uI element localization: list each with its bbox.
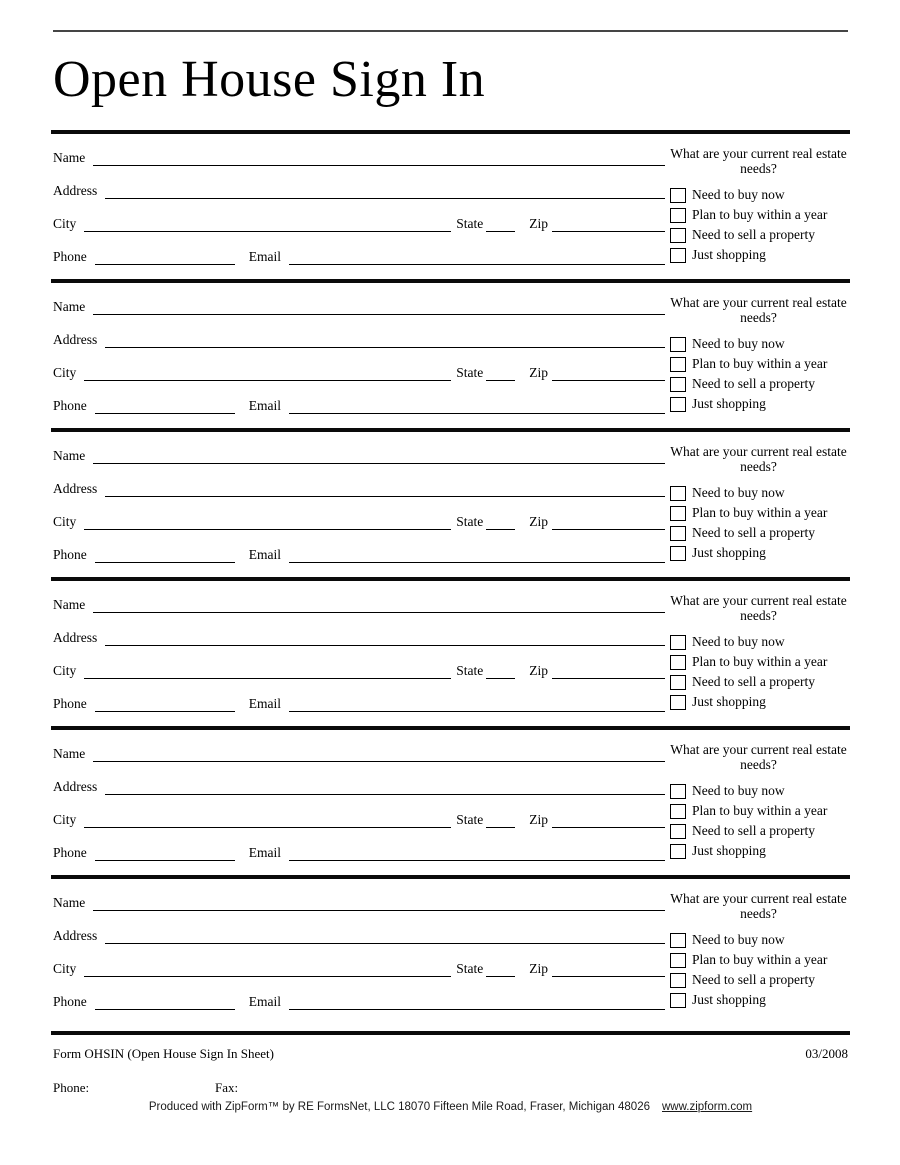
needs-question: What are your current real estate needs?: [670, 593, 847, 623]
signin-entry: [0, 730, 900, 875]
needs-options: [670, 632, 847, 712]
checkbox-just-shopping[interactable]: [670, 248, 686, 263]
phone-email-row: [53, 530, 665, 563]
needs-options: [670, 185, 847, 265]
option-just-shopping: [670, 394, 847, 414]
checkbox-label: Just shopping: [692, 843, 766, 858]
checkbox-plan-to-buy-within-a-year[interactable]: [670, 506, 686, 521]
checkbox-need-to-sell-a-property[interactable]: [670, 377, 686, 392]
email-input-line[interactable]: [289, 413, 665, 414]
email-input-line[interactable]: [289, 264, 665, 265]
entry-fields: [53, 730, 665, 875]
address-label: Address: [53, 183, 98, 198]
option-need-to-buy-now: [670, 334, 847, 354]
city-label: City: [53, 812, 77, 827]
checkbox-need-to-buy-now[interactable]: [670, 635, 686, 650]
checkbox-label: Plan to buy within a year: [692, 505, 828, 520]
option-plan-to-buy-within-a-year: [670, 652, 847, 672]
checkbox-label: Need to buy now: [692, 932, 785, 947]
needs-question: What are your current real estate needs?: [670, 891, 847, 921]
needs-question: What are your current real estate needs?: [670, 295, 847, 325]
phone-input-line[interactable]: [95, 711, 235, 712]
phone-email-row: [53, 828, 665, 861]
checkbox-plan-to-buy-within-a-year[interactable]: [670, 655, 686, 670]
city-state-zip-row: [53, 944, 665, 977]
name-row: [53, 879, 665, 911]
city-label: City: [53, 216, 77, 231]
name-label: Name: [53, 746, 86, 761]
checkbox-just-shopping[interactable]: [670, 844, 686, 859]
checkbox-label: Plan to buy within a year: [692, 356, 828, 371]
checkbox-label: Plan to buy within a year: [692, 654, 828, 669]
option-need-to-buy-now: [670, 632, 847, 652]
option-need-to-buy-now: [670, 185, 847, 205]
name-row: [53, 134, 665, 166]
needs-section: [670, 730, 847, 875]
phone-input-line[interactable]: [95, 264, 235, 265]
option-just-shopping: [670, 245, 847, 265]
phone-label: Phone: [53, 547, 87, 562]
checkbox-label: Just shopping: [692, 396, 766, 411]
needs-options: [670, 930, 847, 1010]
signin-entry: [0, 134, 900, 279]
phone-label: Phone: [53, 249, 87, 264]
address-label: Address: [53, 779, 98, 794]
checkbox-plan-to-buy-within-a-year[interactable]: [670, 208, 686, 223]
revision-date: 03/2008: [805, 1046, 848, 1061]
city-label: City: [53, 663, 77, 678]
name-label: Name: [53, 895, 86, 910]
page-title: Open House Sign In: [53, 51, 486, 108]
checkbox-label: Just shopping: [692, 992, 766, 1007]
option-plan-to-buy-within-a-year: [670, 503, 847, 523]
sheet-header: [0, 0, 900, 130]
address-row: [53, 762, 665, 795]
top-border-line: [53, 30, 848, 32]
option-need-to-sell-a-property: [670, 672, 847, 692]
checkbox-label: Need to buy now: [692, 783, 785, 798]
checkbox-need-to-sell-a-property[interactable]: [670, 526, 686, 541]
name-row: [53, 283, 665, 315]
checkbox-need-to-sell-a-property[interactable]: [670, 824, 686, 839]
checkbox-just-shopping[interactable]: [670, 993, 686, 1008]
option-need-to-sell-a-property: [670, 821, 847, 841]
option-just-shopping: [670, 841, 847, 861]
phone-email-row: [53, 381, 665, 414]
entry-fields: [53, 283, 665, 428]
address-row: [53, 464, 665, 497]
name-row: [53, 432, 665, 464]
email-label: Email: [248, 547, 281, 562]
name-row: [53, 730, 665, 762]
checkbox-label: Just shopping: [692, 694, 766, 709]
city-state-zip-row: [53, 199, 665, 232]
zip-label: Zip: [529, 514, 548, 529]
needs-section: [670, 879, 847, 1031]
city-label: City: [53, 365, 77, 380]
address-row: [53, 315, 665, 348]
zip-label: Zip: [529, 812, 548, 827]
name-label: Name: [53, 299, 86, 314]
option-need-to-buy-now: [670, 781, 847, 801]
needs-section: [670, 432, 847, 577]
option-plan-to-buy-within-a-year: [670, 354, 847, 374]
phone-input-line[interactable]: [95, 413, 235, 414]
email-input-line[interactable]: [289, 562, 665, 563]
city-state-zip-row: [53, 795, 665, 828]
checkbox-need-to-sell-a-property[interactable]: [670, 228, 686, 243]
option-plan-to-buy-within-a-year: [670, 801, 847, 821]
entry-fields: [53, 879, 665, 1031]
phone-label: Phone: [53, 398, 87, 413]
state-label: State: [456, 663, 484, 678]
phone-input-line[interactable]: [95, 1009, 235, 1010]
needs-section: [670, 283, 847, 428]
state-label: State: [456, 812, 484, 827]
zipform-link[interactable]: www.zipform.com: [662, 1101, 753, 1113]
email-input-line[interactable]: [289, 860, 665, 861]
phone-label: Phone: [53, 994, 87, 1009]
checkbox-need-to-buy-now[interactable]: [670, 784, 686, 799]
produced-by-text: Produced with ZipForm™ by RE FormsNet, LLC 18070 Fifteen Mile Road, Fraser, Michigan 48026: [148, 1101, 650, 1113]
needs-options: [670, 334, 847, 414]
address-row: [53, 911, 665, 944]
address-label: Address: [53, 481, 98, 496]
name-row: [53, 581, 665, 613]
checkbox-label: Plan to buy within a year: [692, 207, 828, 222]
option-just-shopping: [670, 543, 847, 563]
phone-input-line[interactable]: [95, 860, 235, 861]
checkbox-label: Plan to buy within a year: [692, 952, 828, 967]
checkbox-plan-to-buy-within-a-year[interactable]: [670, 357, 686, 372]
phone-label: Phone: [53, 696, 87, 711]
checkbox-need-to-buy-now[interactable]: [670, 486, 686, 501]
email-input-line[interactable]: [289, 1009, 665, 1010]
option-just-shopping: [670, 692, 847, 712]
signin-entry: [0, 432, 900, 577]
needs-question: What are your current real estate needs?: [670, 444, 847, 474]
checkbox-just-shopping[interactable]: [670, 695, 686, 710]
needs-options: [670, 781, 847, 861]
checkbox-plan-to-buy-within-a-year[interactable]: [670, 804, 686, 819]
address-label: Address: [53, 630, 98, 645]
checkbox-label: Need to sell a property: [692, 674, 815, 689]
needs-options: [670, 483, 847, 563]
checkbox-label: Need to buy now: [692, 634, 785, 649]
state-label: State: [456, 514, 484, 529]
checkbox-label: Just shopping: [692, 247, 766, 262]
zip-label: Zip: [529, 663, 548, 678]
state-label: State: [456, 216, 484, 231]
address-label: Address: [53, 928, 98, 943]
sheet-footer: [0, 1046, 900, 1114]
checkbox-label: Need to sell a property: [692, 227, 815, 242]
checkbox-label: Need to sell a property: [692, 525, 815, 540]
address-row: [53, 166, 665, 199]
needs-question: What are your current real estate needs?: [670, 742, 847, 772]
email-label: Email: [248, 249, 281, 264]
checkbox-just-shopping[interactable]: [670, 546, 686, 561]
option-need-to-sell-a-property: [670, 225, 847, 245]
footer-fax-label: Fax:: [215, 1080, 239, 1095]
phone-email-row: [53, 679, 665, 712]
name-label: Name: [53, 597, 86, 612]
checkbox-label: Need to sell a property: [692, 972, 815, 987]
name-label: Name: [53, 150, 86, 165]
entries: [0, 130, 900, 1031]
phone-label: Phone: [53, 845, 87, 860]
checkbox-label: Plan to buy within a year: [692, 803, 828, 818]
checkbox-need-to-sell-a-property[interactable]: [670, 973, 686, 988]
email-label: Email: [248, 845, 281, 860]
checkbox-just-shopping[interactable]: [670, 397, 686, 412]
zip-label: Zip: [529, 216, 548, 231]
checkbox-need-to-sell-a-property[interactable]: [670, 675, 686, 690]
city-state-zip-row: [53, 497, 665, 530]
footer-phone-label: Phone:: [53, 1080, 90, 1095]
phone-email-row: [53, 232, 665, 265]
email-label: Email: [248, 398, 281, 413]
city-label: City: [53, 514, 77, 529]
phone-input-line[interactable]: [95, 562, 235, 563]
phone-email-row: [53, 977, 665, 1010]
checkbox-label: Need to sell a property: [692, 376, 815, 391]
option-need-to-sell-a-property: [670, 523, 847, 543]
state-label: State: [456, 365, 484, 380]
option-plan-to-buy-within-a-year: [670, 950, 847, 970]
city-state-zip-row: [53, 646, 665, 679]
option-need-to-sell-a-property: [670, 374, 847, 394]
zip-label: Zip: [529, 365, 548, 380]
signin-entry: [0, 283, 900, 428]
address-row: [53, 613, 665, 646]
needs-section: [670, 581, 847, 726]
city-state-zip-row: [53, 348, 665, 381]
name-label: Name: [53, 448, 86, 463]
checkbox-need-to-buy-now[interactable]: [670, 188, 686, 203]
needs-question: What are your current real estate needs?: [670, 146, 847, 176]
checkbox-need-to-buy-now[interactable]: [670, 337, 686, 352]
address-label: Address: [53, 332, 98, 347]
option-need-to-buy-now: [670, 483, 847, 503]
form-id: Form OHSIN (Open House Sign In Sheet): [53, 1046, 274, 1061]
footer-divider: [51, 1031, 850, 1035]
email-label: Email: [248, 696, 281, 711]
checkbox-label: Need to sell a property: [692, 823, 815, 838]
option-just-shopping: [670, 990, 847, 1010]
needs-section: [670, 134, 847, 279]
entry-fields: [53, 581, 665, 726]
email-input-line[interactable]: [289, 711, 665, 712]
signin-entry: [0, 879, 900, 1031]
city-label: City: [53, 961, 77, 976]
state-label: State: [456, 961, 484, 976]
checkbox-plan-to-buy-within-a-year[interactable]: [670, 953, 686, 968]
signin-entry: [0, 581, 900, 726]
email-label: Email: [248, 994, 281, 1009]
checkbox-label: Just shopping: [692, 545, 766, 560]
entry-fields: [53, 134, 665, 279]
checkbox-need-to-buy-now[interactable]: [670, 933, 686, 948]
option-need-to-buy-now: [670, 930, 847, 950]
option-need-to-sell-a-property: [670, 970, 847, 990]
entry-fields: [53, 432, 665, 577]
checkbox-label: Need to buy now: [692, 485, 785, 500]
checkbox-label: Need to buy now: [692, 187, 785, 202]
zip-label: Zip: [529, 961, 548, 976]
checkbox-label: Need to buy now: [692, 336, 785, 351]
option-plan-to-buy-within-a-year: [670, 205, 847, 225]
